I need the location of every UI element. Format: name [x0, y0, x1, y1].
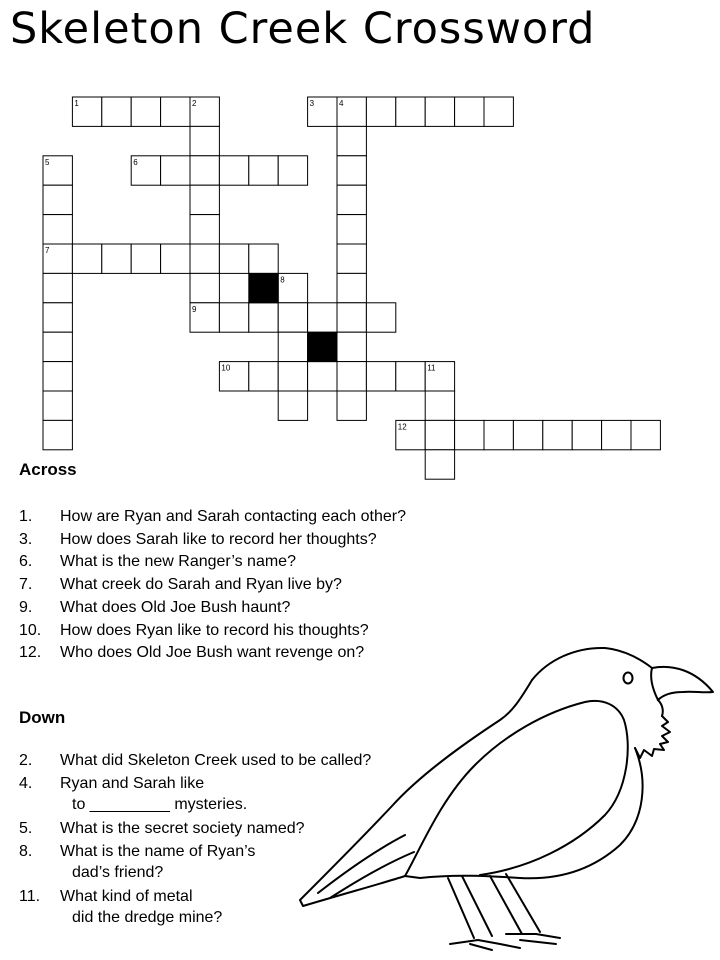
clue-num: 3.	[19, 530, 33, 548]
crossword-cell[interactable]	[337, 244, 366, 273]
crossword-cell[interactable]	[308, 362, 337, 391]
crossword-cell[interactable]	[43, 215, 72, 244]
crossword-cell[interactable]	[337, 362, 366, 391]
across-clue	[19, 642, 364, 663]
crossword-cell[interactable]	[249, 244, 278, 273]
crossword-cell[interactable]	[161, 97, 190, 126]
crossword-cell[interactable]	[543, 420, 572, 449]
crossword-cell[interactable]	[308, 303, 337, 332]
crossword-cell[interactable]	[219, 244, 248, 273]
clue-num: 6.	[19, 553, 33, 571]
crossword-cell[interactable]	[161, 156, 190, 185]
clue-num: 10.	[19, 621, 42, 639]
crossword-cell[interactable]	[161, 244, 190, 273]
crossword-cell[interactable]	[513, 420, 542, 449]
clue-text: How does Ryan like to record his thoughts?	[60, 621, 369, 639]
crossword-cell[interactable]	[190, 244, 219, 273]
down-clue	[19, 886, 222, 928]
clue-num: 7.	[19, 576, 33, 594]
clue-number: 1	[74, 99, 79, 108]
clue-text-continued: to _________ mysteries.	[72, 795, 248, 813]
clue-text: What kind of metal	[60, 888, 193, 906]
page-title: Skeleton Creek Crossword	[10, 4, 596, 54]
down-clue	[19, 750, 371, 771]
crossword-cell[interactable]	[425, 450, 454, 479]
clue-number: 10	[221, 363, 231, 373]
crossword-cell[interactable]	[278, 303, 307, 332]
clue-num: 4.	[19, 774, 33, 792]
crossword-cell[interactable]	[425, 97, 454, 126]
across-clue	[19, 529, 377, 550]
down-heading: Down	[19, 708, 66, 727]
crossword-cell[interactable]	[337, 273, 366, 302]
crossword-cell[interactable]	[366, 303, 395, 332]
crossword-cell[interactable]	[43, 303, 72, 332]
across-clue	[19, 551, 296, 572]
crossword-black-cell	[249, 273, 278, 302]
clue-num: 8.	[19, 842, 33, 860]
clue-text: Ryan and Sarah like	[60, 774, 205, 792]
crossword-cell[interactable]	[43, 420, 72, 449]
crossword-cell[interactable]	[190, 126, 219, 155]
clue-text-continued: dad’s friend?	[72, 863, 164, 881]
crossword-cell[interactable]	[278, 362, 307, 391]
crossword-cell[interactable]	[190, 185, 219, 214]
clue-text: Who does Old Joe Bush want revenge on?	[60, 644, 365, 662]
clue-number: 12	[397, 422, 407, 432]
crossword-cell[interactable]	[43, 332, 72, 361]
crossword-cell[interactable]	[43, 185, 72, 214]
crossword-cell[interactable]	[249, 362, 278, 391]
crossword-cell[interactable]	[190, 215, 219, 244]
crossword-cell[interactable]	[484, 420, 513, 449]
across-clue	[19, 574, 342, 595]
clue-number: 8	[280, 275, 285, 285]
across-clue	[19, 506, 406, 527]
crossword-cell[interactable]	[72, 244, 101, 273]
crossword-cell[interactable]	[366, 97, 395, 126]
crossword-cell[interactable]	[455, 97, 484, 126]
crossword-cell[interactable]	[602, 420, 631, 449]
crossword-cell[interactable]	[337, 156, 366, 185]
crossword-cell[interactable]	[190, 156, 219, 185]
crossword-cell[interactable]	[278, 332, 307, 361]
crossword-cell[interactable]	[455, 420, 484, 449]
crossword-cell[interactable]	[425, 420, 454, 449]
crossword-cell[interactable]	[337, 215, 366, 244]
clue-number: 9	[192, 304, 197, 314]
crossword-cell[interactable]	[249, 156, 278, 185]
crossword-cell[interactable]	[484, 97, 513, 126]
clue-text: What did Skeleton Creek used to be called?	[60, 752, 372, 769]
clue-number: 6	[133, 157, 138, 167]
clue-num: 12.	[19, 644, 42, 662]
crossword-cell[interactable]	[337, 391, 366, 420]
clue-number: 7	[45, 246, 50, 255]
crossword-black-cell	[308, 332, 337, 361]
crossword-cell[interactable]	[131, 244, 160, 273]
crossword-cell[interactable]	[43, 362, 72, 391]
crossword-cell[interactable]	[278, 391, 307, 420]
clue-text: What creek do Sarah and Ryan live by?	[60, 576, 342, 594]
crossword-cell[interactable]	[425, 391, 454, 420]
clue-num: 5.	[19, 820, 33, 838]
clue-text: What does Old Joe Bush haunt?	[60, 598, 291, 616]
crossword-cell[interactable]	[219, 156, 248, 185]
crossword-cell[interactable]	[102, 244, 131, 273]
crossword-cell[interactable]	[631, 420, 660, 449]
clue-number: 11	[427, 363, 436, 373]
clue-text: What is the secret society named?	[60, 820, 305, 838]
clue-num: 11.	[19, 888, 41, 906]
across-heading: Across	[19, 460, 77, 479]
clue-text: How are Ryan and Sarah contacting each other?	[60, 508, 406, 525]
clue-number: 3	[309, 99, 315, 108]
crossword-cell[interactable]	[278, 156, 307, 185]
crossword-cell[interactable]	[43, 273, 72, 302]
crossword-cell[interactable]	[337, 185, 366, 214]
clue-num: 1.	[19, 508, 33, 525]
crossword-cell[interactable]	[337, 332, 366, 361]
crossword-cell[interactable]	[396, 362, 425, 391]
clue-text-continued: did the dredge mine?	[72, 909, 223, 927]
clue-number: 2	[192, 99, 197, 108]
down-clue	[19, 818, 305, 839]
crossword-cell[interactable]	[131, 97, 160, 126]
crossword-cell[interactable]	[572, 420, 601, 449]
across-clue	[19, 597, 290, 618]
crossword-cell[interactable]	[396, 97, 425, 126]
crossword-cell[interactable]	[43, 391, 72, 420]
crossword-cell[interactable]	[249, 303, 278, 332]
clue-num: 2.	[19, 752, 33, 769]
down-clue	[19, 773, 247, 815]
crossword-cell[interactable]	[366, 362, 395, 391]
crossword-cell[interactable]	[102, 97, 131, 126]
clue-text: What is the new Ranger’s name?	[60, 553, 296, 571]
crossword-cell[interactable]	[337, 303, 366, 332]
clue-number: 4	[339, 99, 344, 108]
clue-num: 9.	[19, 598, 33, 616]
crossword-cell[interactable]	[219, 303, 248, 332]
crossword-cell[interactable]	[190, 273, 219, 302]
across-clue	[19, 620, 369, 641]
down-clue	[19, 841, 255, 883]
clue-number: 5	[45, 157, 50, 167]
crossword-cell[interactable]	[337, 126, 366, 155]
clue-text: How does Sarah like to record her thoughts?	[60, 530, 377, 548]
clue-text: What is the name of Ryan’s	[60, 842, 256, 860]
